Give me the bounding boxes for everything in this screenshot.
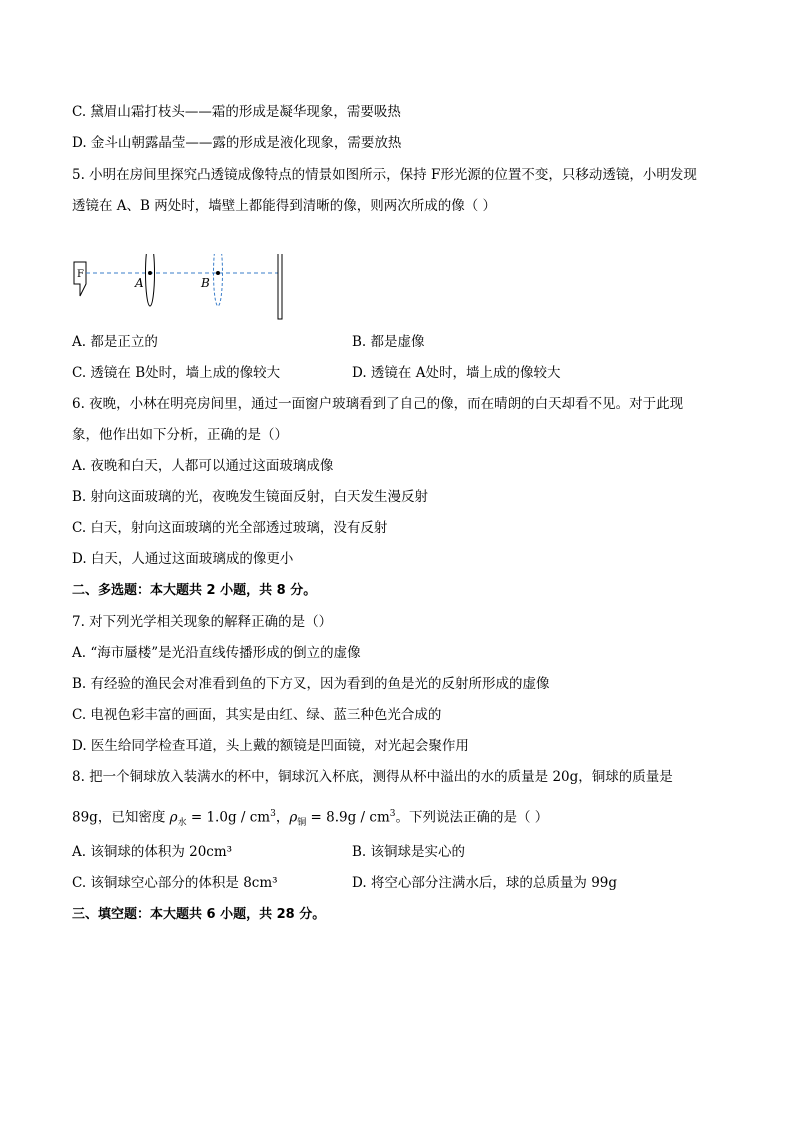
q7-option-a: A. “海市蜃楼”是光沿直线传播形成的倒立的虚像 [72,645,361,661]
q8-option-d: D. 将空心部分注满水后，球的总质量为 99g [352,875,618,891]
rho-copper-value: = 8.9g / cm [306,809,390,826]
rho-copper-exp: 3 [389,809,396,819]
q4-option-d: D. 金斗山朝露晶莹——露的形成是液化现象，需要放热 [72,135,402,151]
q7-option-b: B. 有经验的渔民会对准看到鱼的下方叉，因为看到的鱼是光的反射所形成的虚像 [72,676,550,692]
q6-stem-line2: 象，他作出如下分析，正确的是（） [72,427,288,443]
q6-stem-line1: 6. 夜晚，小林在明亮房间里，通过一面窗户玻璃看到了自己的像，而在晴朗的白天却看不见。对于此现 [72,396,684,412]
rho-symbol-copper: ρ [289,809,298,826]
rho-copper-subscript: 铜 [297,818,307,829]
section3-heading: 三、填空题：本大题共 6 小题，共 28 分。 [72,907,326,922]
q7-option-c: C. 电视色彩丰富的画面，其实是由红、绿、蓝三种色光合成的 [72,707,442,723]
q5-stem-line1: 5. 小明在房间里探究凸透镜成像特点的情景如图所示，保持 F形光源的位置不变，只移动透镜，小明发现 [72,167,697,183]
q8-stem2-prefix: 89g，已知密度 [72,809,170,826]
f-source-label: F [77,269,84,280]
section2-heading: 二、多选题：本大题共 2 小题，共 8 分。 [72,583,317,598]
rho-symbol-water: ρ [169,809,178,826]
q5-option-c: C. 透镜在 B处时，墙上成的像较大 [72,365,281,381]
q5-stem-line2: 透镜在 A、B 两处时，墙壁上都能得到清晰的像，则两次所成的像（ ） [72,198,497,214]
rho-water-subscript: 水 [177,818,187,829]
lens-diagram [72,254,292,324]
q5-option-a: A. 都是正立的 [72,334,158,350]
lens-b-center [216,271,220,275]
q7-stem: 7. 对下列光学相关现象的解释正确的是（） [72,614,333,630]
rho-water-value: = 1.0g / cm [186,809,271,826]
lens-a-center [148,271,152,275]
q6-option-c: C. 白天，射向这面玻璃的光全部透过玻璃，没有反射 [72,520,388,536]
rho-water-exp: 3 [270,809,276,819]
q8-option-a: A. 该铜球的体积为 20cm³ [72,844,233,860]
q6-option-a: A. 夜晚和白天，人都可以通过这面玻璃成像 [72,458,334,474]
q5-option-b: B. 都是虚像 [352,334,425,350]
wall [278,254,282,319]
q7-option-d: D. 医生给同学检查耳道，头上戴的额镜是凹面镜，对光起会聚作用 [72,738,469,754]
q8-stem2-suffix: 。下列说法正确的是（ ） [395,809,549,826]
q8-stem-line1: 8. 把一个铜球放入装满水的杯中，铜球沉入杯底，测得从杯中溢出的水的质量是 20g，铜球的质量是 [72,769,673,785]
lens-a [146,254,155,306]
q8-option-b: B. 该铜球是实心的 [352,844,466,860]
rho-separator: ， [275,809,290,826]
label-b: B [201,276,210,290]
q5-option-d: D. 透镜在 A处时，墙上成的像较大 [352,365,561,381]
q6-option-b: B. 射向这面玻璃的光，夜晚发生镜面反射，白天发生漫反射 [72,489,429,505]
q8-stem-line2 [72,804,548,833]
q4-option-c: C. 黛眉山霜打枝头——霜的形成是凝华现象，需要吸热 [72,104,401,120]
q8-option-c: C. 该铜球空心部分的体积是 8cm³ [72,875,278,891]
label-a: A [135,276,144,290]
lens-b [214,254,223,306]
q6-option-d: D. 白天，人通过这面玻璃成的像更小 [72,551,294,567]
